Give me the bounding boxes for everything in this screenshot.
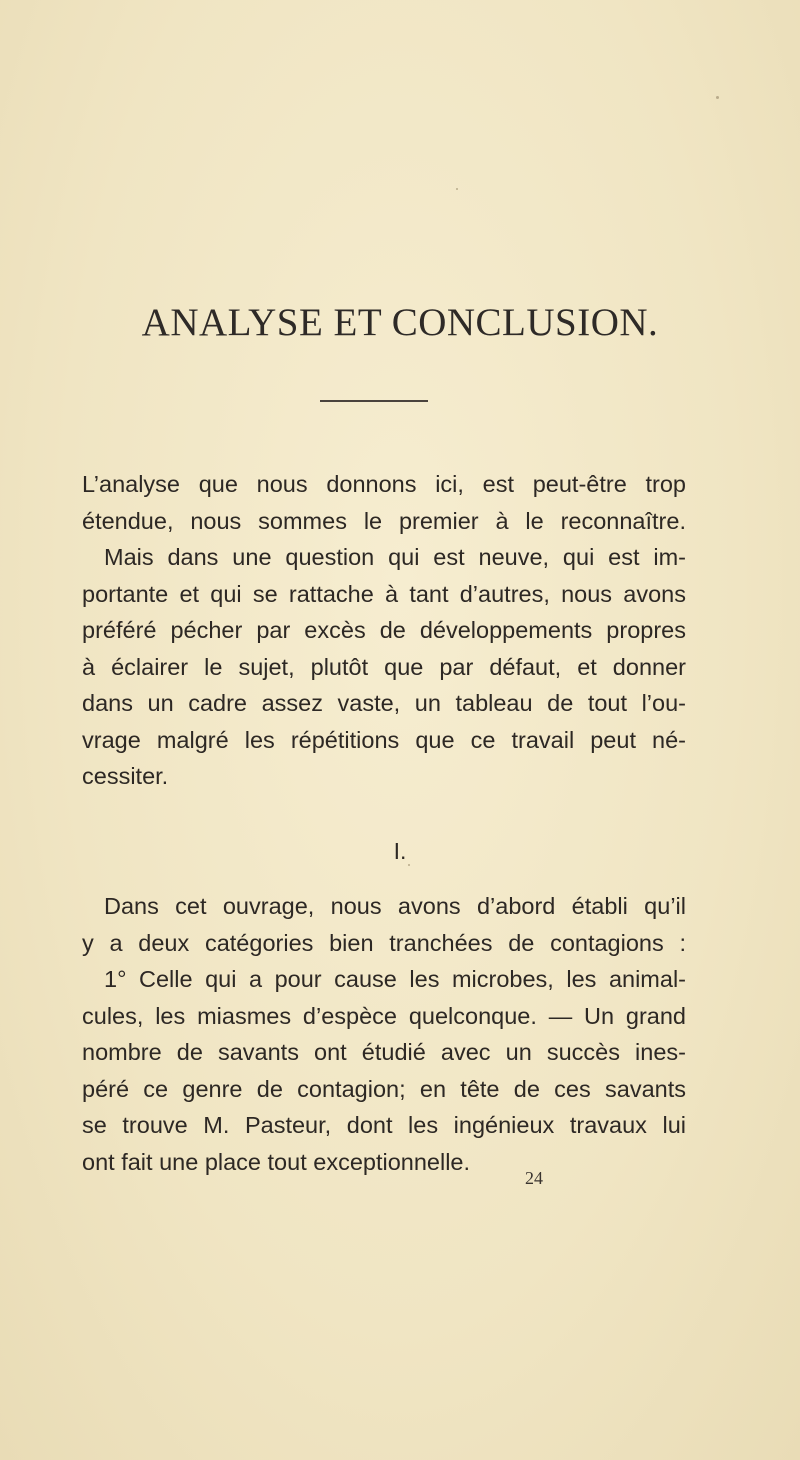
paragraph-section-1 — [82, 888, 686, 1180]
text-line: Dans cet ouvrage, nous avons d’abord établi qu’il — [104, 893, 686, 919]
text-line: se trouve M. Pasteur, dont les ingénieux travaux lui — [82, 1112, 686, 1138]
text-line: cessiter. — [82, 763, 169, 789]
text-line: préféré pécher par excès de développements propres — [82, 617, 686, 643]
text-line: 1° Celle qui a pour cause les microbes, les animal- — [104, 966, 686, 992]
text-line: vrage malgré les répétitions que ce travail peut né- — [82, 726, 686, 753]
text-line: à éclairer le sujet, plutôt que par défaut, et donner — [82, 653, 686, 680]
text-line: ont fait une place tout exceptionnelle. — [82, 1148, 471, 1175]
chapter-title: ANALYSE ET CONCLUSION. — [141, 301, 659, 344]
text-line: péré ce genre de contagion; en tête de ces savants — [82, 1075, 686, 1102]
text-line: cules, les miasmes d’espèce quelconque. — Un grand — [82, 1002, 686, 1029]
text-line: nombre de savants ont étudié avec un succès ines- — [82, 1039, 686, 1065]
text-line: Mais dans une question qui est neuve, qui est im- — [104, 544, 686, 570]
text-line: dans un cadre assez vaste, un tableau de tout l’ou- — [82, 690, 686, 716]
paper-speck — [716, 96, 719, 99]
title-divider — [320, 400, 428, 402]
paper-speck — [456, 188, 458, 190]
section-number: I. — [393, 838, 407, 864]
text-line: étendue, nous sommes le premier à le reconnaître. — [82, 507, 686, 534]
paragraph-intro — [82, 466, 686, 795]
text-line: y a deux catégories bien tranchées de contagions : — [82, 929, 686, 956]
text-line: L’analyse que nous donnons ici, est peut-être trop — [82, 471, 686, 497]
page-number: 24 — [525, 1168, 543, 1188]
text-line: portante et qui se rattache à tant d’autres, nous avons — [82, 580, 686, 607]
paper-speck — [408, 864, 410, 866]
